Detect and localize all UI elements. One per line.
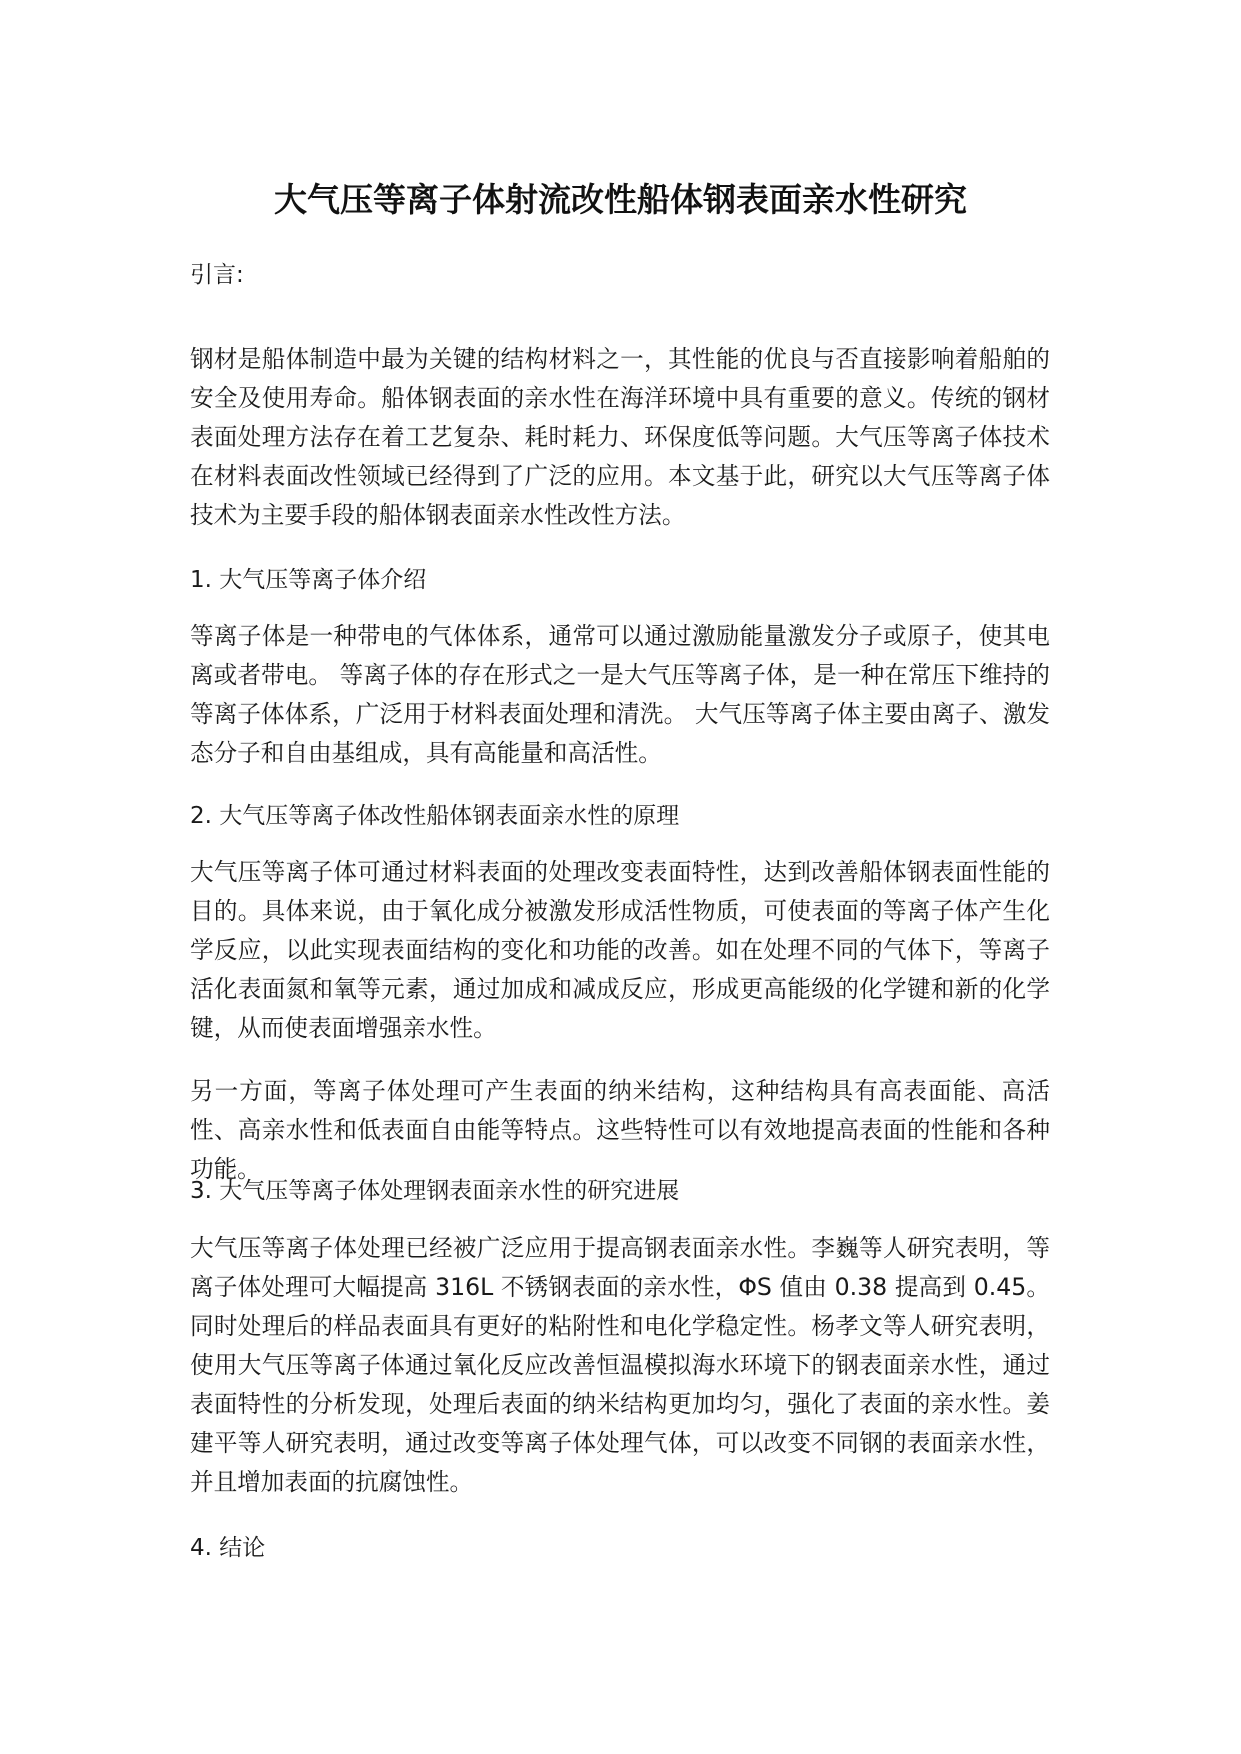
section-2-paragraph-2: 另一方面，等离子体处理可产生表面的纳米结构，这种结构具有高表面能、高活性、高亲水性和低表面自由能等特点。这些特性可以有效地提高表面的性能和各种功能。 xyxy=(190,1077,1050,1183)
section-2-heading: 2. 大气压等离子体改性船体钢表面亲水性的原理 xyxy=(190,803,680,829)
section-3-heading: 3. 大气压等离子体处理钢表面亲水性的研究进展 xyxy=(190,1178,680,1204)
section-3-paragraph: 大气压等离子体处理已经被广泛应用于提高钢表面亲水性。李巍等人研究表明，等离子体处理可大幅提高 316L 不锈钢表面的亲水性，ΦS 值由 0.38 提高到 0.45。同时处理后的样品表面具有更好的粘附性和电化学稳定性。杨孝文等人研究表明，使用大气压等离子体通过氧化反应改善恒温模拟海水环境下的钢表面亲水性，通过表面特性的分析发现，处理后表面的纳米结构更加均匀，强化了表面的亲水性。姜建平等人研究表明，通过改变等离子体处理气体，可以改变不同钢的表面亲水性，并且增加表面的抗腐蚀性。 xyxy=(190,1234,1050,1496)
section-1-heading: 1. 大气压等离子体介绍 xyxy=(190,567,427,593)
section-4-heading: 4. 结论 xyxy=(190,1535,266,1561)
intro-paragraph: 钢材是船体制造中最为关键的结构材料之一，其性能的优良与否直接影响着船舶的安全及使用寿命。船体钢表面的亲水性在海洋环境中具有重要的意义。传统的钢材表面处理方法存在着工艺复杂、耗时耗力、环保度低等问题。大气压等离子体技术在材料表面改性领域已经得到了广泛的应用。本文基于此，研究以大气压等离子体技术为主要手段的船体钢表面亲水性改性方法。 xyxy=(190,345,1050,529)
section-2-paragraph-1: 大气压等离子体可通过材料表面的处理改变表面特性，达到改善船体钢表面性能的目的。具体来说，由于氧化成分被激发形成活性物质，可使表面的等离子体产生化学反应，以此实现表面结构的变化和功能的改善。如在处理不同的气体下，等离子活化表面氮和氧等元素，通过加成和减成反应，形成更高能级的化学键和新的化学键，从而使表面增强亲水性。 xyxy=(190,858,1050,1042)
intro-label: 引言: xyxy=(190,262,244,288)
section-1-paragraph: 等离子体是一种带电的气体体系，通常可以通过激励能量激发分子或原子，使其电离或者带电。 等离子体的存在形式之一是大气压等离子体，是一种在常压下维持的等离子体体系，广泛用于材料表面处理和清洗。 大气压等离子体主要由离子、激发态分子和自由基组成，具有高能量和高活性。 xyxy=(190,622,1050,767)
document-title: 大气压等离子体射流改性船体钢表面亲水性研究 xyxy=(274,180,967,219)
